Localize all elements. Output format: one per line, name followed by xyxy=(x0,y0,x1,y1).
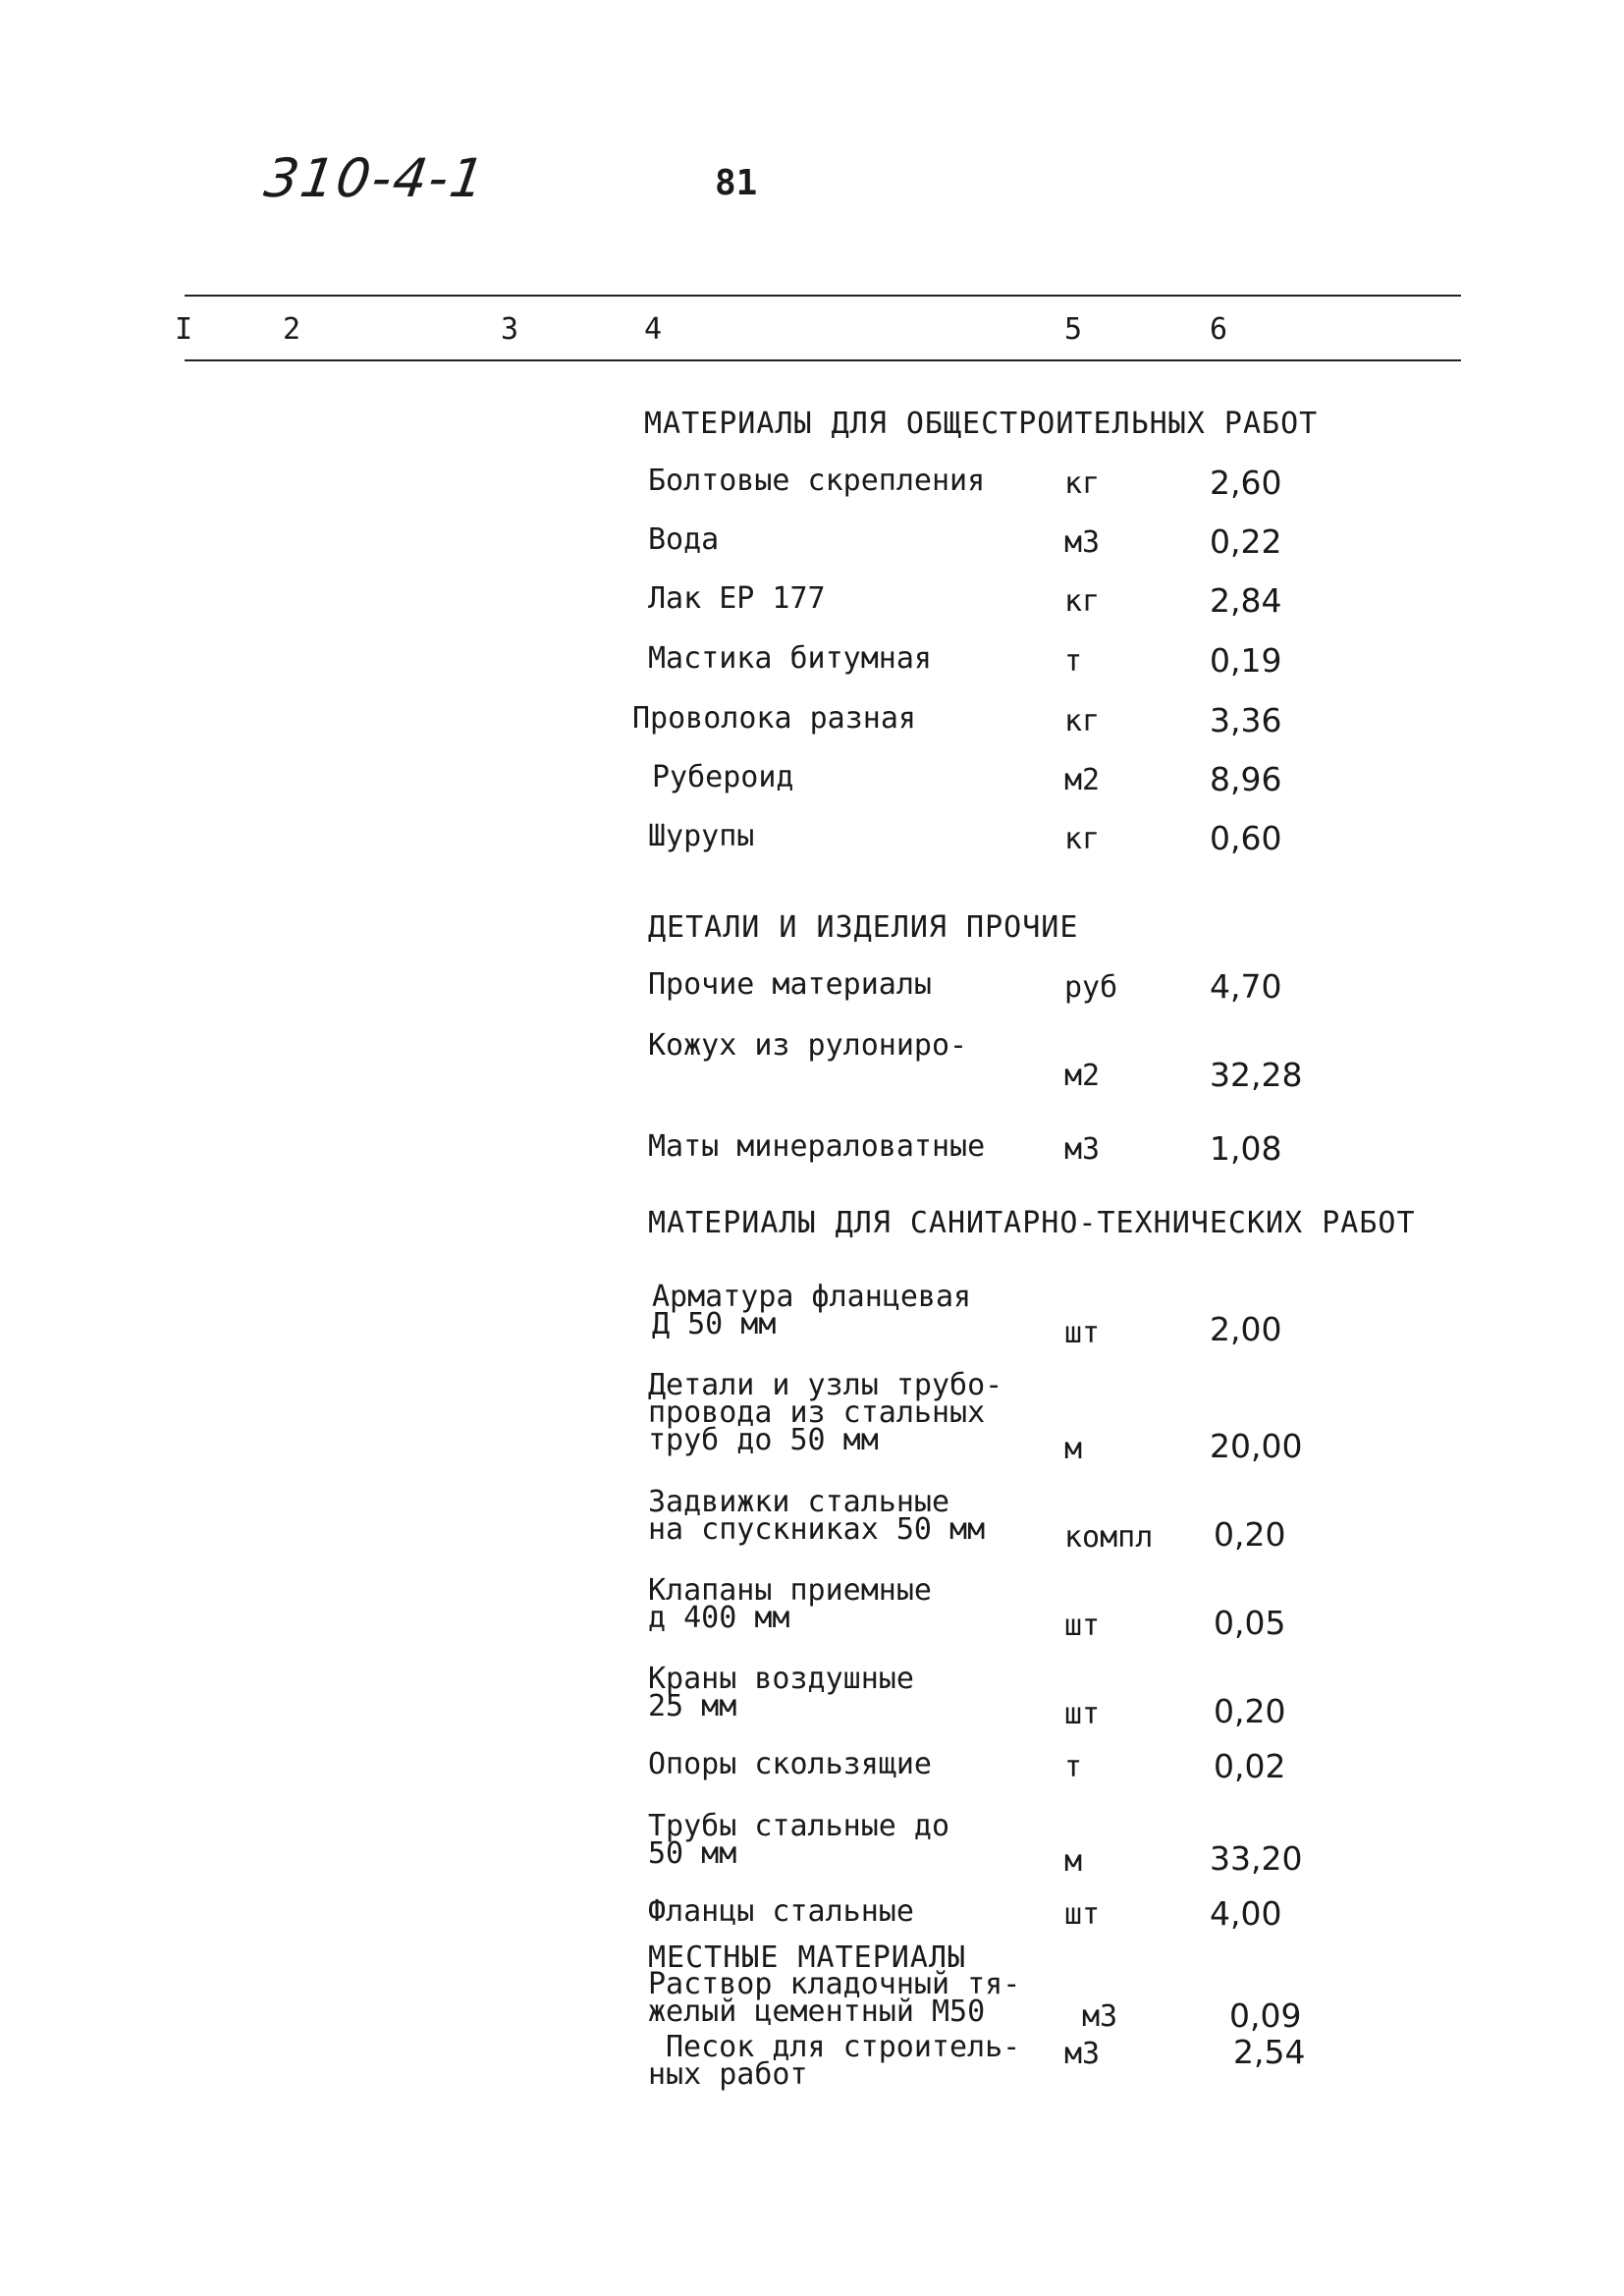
material-name: д 400 мм xyxy=(648,1601,790,1635)
material-name: Задвижки стальные xyxy=(648,1485,950,1519)
column-number: 2 xyxy=(283,312,301,347)
material-name: 50 мм xyxy=(648,1836,737,1871)
material-name: на спускниках 50 мм xyxy=(648,1512,986,1547)
quantity: 0,22 xyxy=(1210,522,1282,561)
column-number: 5 xyxy=(1064,312,1083,347)
material-name: Детали и узлы трубо- xyxy=(648,1368,1003,1402)
quantity: 8,96 xyxy=(1210,760,1282,798)
unit: шт xyxy=(1064,1697,1101,1731)
quantity: 2,84 xyxy=(1210,581,1282,620)
material-name: Мастика битумная xyxy=(648,641,932,676)
material-name: Прочие материалы xyxy=(648,967,932,1002)
unit: компл xyxy=(1064,1520,1154,1555)
column-number: 6 xyxy=(1210,312,1228,347)
quantity: 0,05 xyxy=(1214,1604,1286,1642)
material-name: Д 50 мм xyxy=(652,1307,777,1341)
quantity: 32,28 xyxy=(1210,1056,1303,1094)
unit: шт xyxy=(1064,1609,1101,1643)
column-number: 4 xyxy=(644,312,663,347)
material-name: Проволока разная xyxy=(632,701,916,736)
unit: м2 xyxy=(1064,763,1101,797)
section-title: МАТЕРИАЛЫ ДЛЯ САНИТАРНО-ТЕХНИЧЕСКИХ РАБОТ xyxy=(648,1206,1416,1240)
section-title: МЕСТНЫЕ МАТЕРИАЛЫ xyxy=(648,1941,967,1975)
header-top-rule xyxy=(185,295,1461,297)
unit: т xyxy=(1064,644,1083,679)
unit: м3 xyxy=(1064,1132,1101,1167)
unit: кг xyxy=(1064,466,1101,501)
quantity: 20,00 xyxy=(1210,1427,1303,1465)
material-name: 25 мм xyxy=(648,1689,737,1723)
unit: кг xyxy=(1064,584,1101,619)
unit: м3 xyxy=(1082,1999,1118,2034)
quantity: 0,20 xyxy=(1214,1515,1286,1554)
section-title: ДЕТАЛИ И ИЗДЕЛИЯ ПРОЧИЕ xyxy=(648,910,1079,945)
unit: м xyxy=(1064,1844,1083,1879)
material-name: Кожух из рулониро- xyxy=(648,1028,968,1063)
material-name: провода из стальных xyxy=(648,1395,986,1430)
unit: шт xyxy=(1064,1897,1101,1932)
material-name: Болтовые скрепления xyxy=(648,464,986,498)
material-name: Трубы стальные до xyxy=(648,1809,950,1843)
unit: м3 xyxy=(1064,2037,1101,2071)
material-name: Маты минераловатные xyxy=(648,1129,986,1164)
quantity: 2,60 xyxy=(1210,464,1282,502)
material-name: Вода xyxy=(648,522,720,557)
unit: кг xyxy=(1064,704,1101,738)
page-number: 81 xyxy=(715,163,758,203)
material-name: Фланцы стальные xyxy=(648,1894,914,1929)
quantity: 0,09 xyxy=(1229,1996,1302,2035)
unit: м3 xyxy=(1064,525,1101,560)
material-name: Раствор кладочный тя- xyxy=(648,1967,1021,2001)
unit: м2 xyxy=(1064,1059,1101,1093)
quantity: 0,19 xyxy=(1210,641,1282,680)
quantity: 2,00 xyxy=(1210,1310,1282,1348)
material-name: Рубероид xyxy=(652,760,794,794)
unit: кг xyxy=(1064,822,1101,856)
unit: м xyxy=(1064,1432,1083,1466)
header-bottom-rule xyxy=(185,359,1461,361)
column-number: I xyxy=(175,312,193,347)
quantity: 33,20 xyxy=(1210,1839,1303,1878)
quantity: 1,08 xyxy=(1210,1129,1282,1168)
quantity: 0,60 xyxy=(1210,819,1282,857)
quantity: 3,36 xyxy=(1210,701,1282,739)
unit: шт xyxy=(1064,1316,1101,1350)
material-name: желый цементный М50 xyxy=(648,1995,986,2029)
material-name: Песок для строитель- xyxy=(666,2030,1021,2064)
column-number: 3 xyxy=(501,312,519,347)
material-name: Краны воздушные xyxy=(648,1662,914,1696)
material-name: Клапаны приемные xyxy=(648,1573,932,1608)
material-name: труб до 50 мм xyxy=(648,1423,879,1457)
quantity: 0,02 xyxy=(1214,1747,1286,1785)
quantity: 4,70 xyxy=(1210,967,1282,1006)
section-title: МАТЕРИАЛЫ ДЛЯ ОБЩЕСТРОИТЕЛЬНЫХ РАБОТ xyxy=(644,407,1319,441)
material-name: Лак ЕР 177 xyxy=(648,581,826,616)
quantity: 4,00 xyxy=(1210,1894,1282,1933)
material-name: Арматура фланцевая xyxy=(652,1280,972,1314)
material-name: ных работ xyxy=(648,2057,808,2092)
unit: руб xyxy=(1064,970,1118,1005)
unit: т xyxy=(1064,1750,1083,1784)
material-name: Опоры скользящие xyxy=(648,1747,932,1781)
material-name: Шурупы xyxy=(648,819,755,853)
document-code: 310-4-1 xyxy=(260,147,491,209)
quantity: 2,54 xyxy=(1233,2033,1306,2071)
quantity: 0,20 xyxy=(1214,1692,1286,1730)
